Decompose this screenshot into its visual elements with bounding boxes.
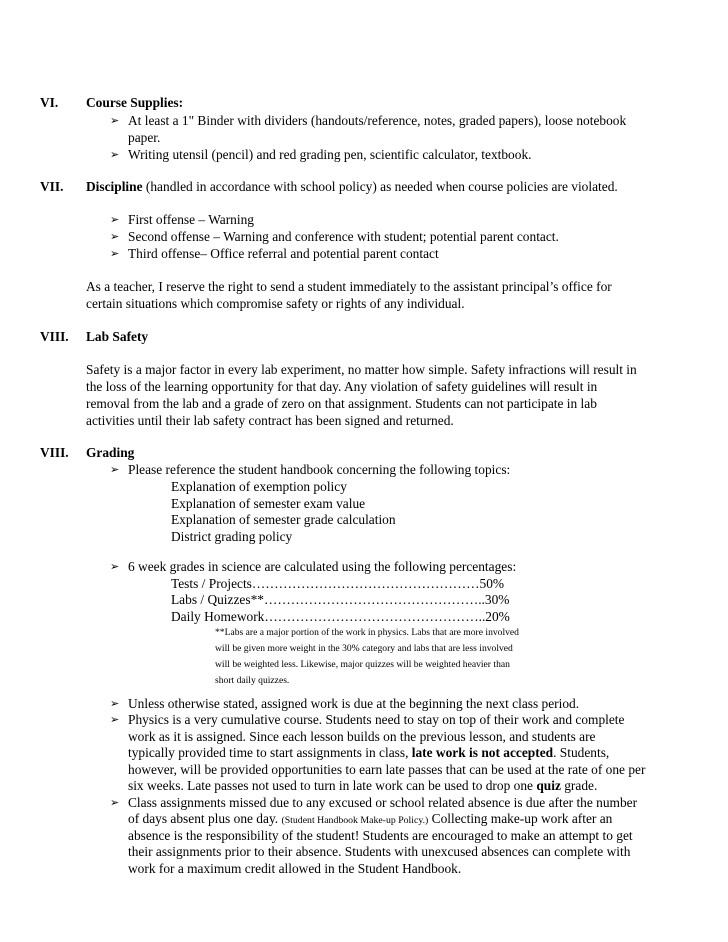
arrow-bullet-icon: ➢ [110,561,120,573]
paragraph-line: activities until their lab safety contract has been signed and returned. [86,413,454,428]
text-run: . Students, [553,745,610,760]
list-item: Second offense – Warning and conference with student; potential parent contact. [128,229,559,244]
list-item: Writing utensil (pencil) and red grading pen, scientific calculator, textbook. [128,147,532,162]
paragraph-line: Safety is a major factor in every lab experiment, no matter how simple. Safety infractions will result in [86,362,637,377]
percentage-row: Labs / Quizzes**…………………………………………..30% [171,592,510,607]
arrow-bullet-icon: ➢ [110,797,120,809]
emphasis-text: late work is not accepted [411,745,554,760]
list-item: Please reference the student handbook concerning the following topics: [128,462,511,477]
text-run: typically provided time to start assignments in class, [128,745,412,760]
section-heading-line [86,179,618,195]
paragraph-line: certain situations which compromise safety or rights of any individual. [86,296,465,311]
footnote-line: will be given more weight in the 30% category and labs that are less involved [215,643,513,654]
percentage-row: Tests / Projects……………………………………………50% [171,576,505,591]
section-numeral: VIII. [40,445,69,460]
list-item-continued: work for a maximum credit allowed in the Student Handbook. [128,861,462,876]
list-item: First offense – Warning [128,212,254,227]
list-item-continued [128,811,612,829]
section-title: Grading [86,445,135,460]
footnote-line: will be weighted less. Likewise, major quizzes will be weighted heavier than [215,659,510,670]
section-title-rest: (handled in accordance with school policy) as needed when course policies are violated. [142,179,618,194]
list-item: At least a 1" Binder with dividers (handouts/reference, notes, graded papers), loose notebook [128,113,627,128]
list-item-continued: absence is the responsibility of the student! Students are encouraged to make an attempt to get [128,828,633,843]
list-item-continued: paper. [128,130,161,145]
footnote-line: short daily quizzes. [215,675,290,686]
section-title: Discipline [86,179,143,194]
section-numeral: VIII. [40,329,69,344]
arrow-bullet-icon: ➢ [110,214,120,226]
percentage-row: Daily Homework…………………………………………..20% [171,609,510,624]
topic-item: District grading policy [171,529,293,544]
list-item: Physics is a very cumulative course. Students need to stay on top of their work and complete [128,712,625,727]
emphasis-text: quiz [536,778,561,793]
text-run: of days absent plus one day. [128,811,282,826]
paragraph-line: the loss of the learning opportunity for that day. Any violation of safety guidelines will result in [86,379,598,394]
list-item: 6 week grades in science are calculated using the following percentages: [128,559,517,574]
arrow-bullet-icon: ➢ [110,464,120,476]
section-title: Lab Safety [86,329,149,344]
list-item-continued: work as it is assigned. Since each lesson builds on the previous lesson, and students are [128,729,596,744]
section-title: Course Supplies: [86,95,184,110]
footnote-line: **Labs are a major portion of the work in physics. Labs that are more involved [215,627,519,638]
topic-item: Explanation of semester exam value [171,496,366,511]
topic-item: Explanation of semester grade calculation [171,512,396,527]
topic-item: Explanation of exemption policy [171,479,347,494]
section-numeral: VI. [40,95,59,110]
section-numeral: VII. [40,179,64,194]
text-run: grade. [560,778,598,793]
text-run: six weeks. Late passes not used to turn in late work can be used to drop one [128,778,537,793]
arrow-bullet-icon: ➢ [110,149,120,161]
list-item: Class assignments missed due to any excused or school related absence is due after the number [128,795,638,810]
paragraph-line: removal from the lab and a grade of zero on that assignment. Students can not participate in lab [86,396,597,411]
list-item-continued: however, will be provided opportunities to earn late passes that can be used at the rate of one per [128,762,646,777]
list-item: Third offense– Office referral and potential parent contact [128,246,439,261]
paragraph-line: As a teacher, I reserve the right to send a student immediately to the assistant principal’s office for [86,279,612,294]
policy-reference: (Student Handbook Make-up Policy.) [281,815,429,826]
arrow-bullet-icon: ➢ [110,115,120,127]
arrow-bullet-icon: ➢ [110,231,120,243]
arrow-bullet-icon: ➢ [110,248,120,260]
list-item: Unless otherwise stated, assigned work is due at the beginning the next class period. [128,696,580,711]
list-item-continued [128,778,597,794]
arrow-bullet-icon: ➢ [110,698,120,710]
list-item-continued [128,745,609,761]
list-item-continued: their assignments prior to their absence. Students with unexcused absences can complete with [128,844,631,859]
text-run: Collecting make-up work after an [428,811,613,826]
arrow-bullet-icon: ➢ [110,714,120,726]
